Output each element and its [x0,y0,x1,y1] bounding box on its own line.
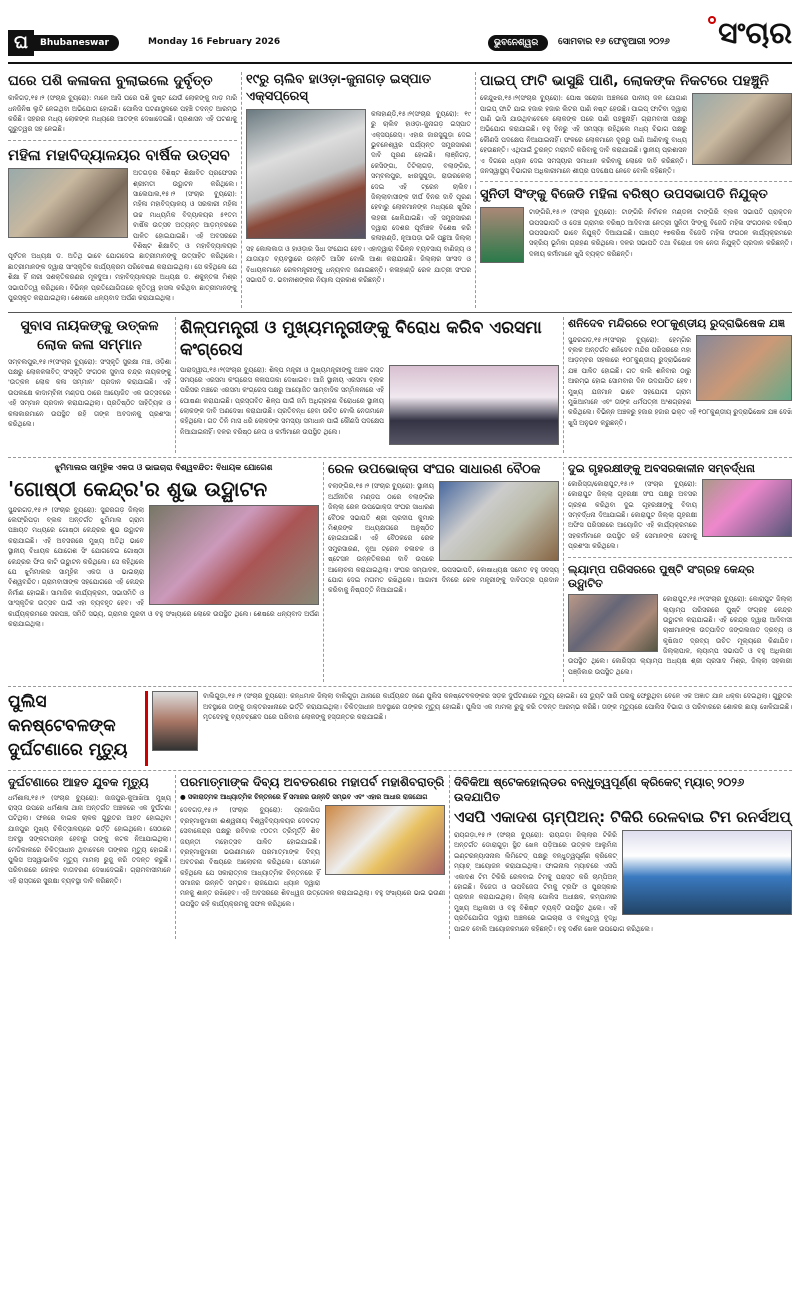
article-body: ଟାଙ୍ଗିରି,୧୫।୨ (ସଂଚାର ବ୍ୟୁରୋ): ଟାଙ୍ଗିରି ନିର୍ବାଚନ ମଣ୍ଡଳୀ ଟାଙ୍ଗିରି ବ୍ଲକ ସଭାପତି ପ୍ରାକ୍ତନ ଉପସଭାପତି ଓ ଡେଞ୍ଚ ଗ୍ରାମର ବରିଷ୍ଠ ଆଦିବାସୀ ନେତ୍ରୀ ସୁନିତୀ ସିଂଙ୍କୁ ବିଜେଡି ମହିଳା ସଂଗଠନର ବରିଷ୍ଠ ଉପସଭାପତି ଭାବେ ନିଯୁକ୍ତି ଦିଆଯାଇଛି। ପଞ୍ଚାୟତ ୧୭କରିଷ ବିଜେଡି ମହିଳା ସଂଗଠନ କାର୍ଯ୍ୟକ୍ରମରେ ସକ୍ରିୟ ଭୂମିକା ଗ୍ରହଣ କରିଥିଲେ। ଦଳର ସଭାପତି ତଥା ବିରୋଧୀ ଦଳ ନେତା ନିଯୁକ୍ତି ପ୍ରଦାନ କରିଛନ୍ତି। ଦଳୀୟ କର୍ମୀମାନେ ଖୁସି ବ୍ୟକ୍ତ କରିଛନ୍ତି। [529,208,792,258]
column-homeguard-lamp [564,462,792,683]
article-body: ସୁନ୍ଦରଗଡ଼,୧୫।୨ (ସଂଚାର ବ୍ୟୁରୋ): ସୁନ୍ଦରଗଡ଼ ଜିଲ୍ଲା ଲେଫ୍ରିପଡ଼ା ବ୍ଲକ ଅନ୍ତର୍ଗତ ଝୁମିମାଲ ଗ୍ରାମ ପଞ୍ଚାୟତ ମଧ୍ୟରେ ଗୋଷ୍ଠୀ କେନ୍ଦ୍ରର ଶୁଭ ଉଦ୍ଘାଟନ କରାଯାଇଛି। ଏହି ଅବସରରେ ମୁଖ୍ୟ ଅତିଥି ଭାବେ ସ୍ଥାନୀୟ ବିଧାୟକ ଯୋଗେଶ ସିଂ ଯୋଗଦେଇ ଗୋଷ୍ଠୀ କେନ୍ଦ୍ରର ଫିତା କାଟି ଉଦ୍ଘାଟନ କରିଥିଲେ। ସେ କହିଥିଲେ ଯେ ଝୁମିମାଲର ସାମୂହିକ ଏକତା ଓ ଭାଇଚାରା ବିଶ୍ୱବନ୍ଦିତ। ଗ୍ରାମବାସୀଙ୍କ ସହଯୋଗରେ ଏହି କେନ୍ଦ୍ର ନିର୍ମାଣ ହୋଇଛି। ସାମାଜିକ କାର୍ଯ୍ୟକ୍ରମ, ସଭାସମିତି ଓ ସାଂସ୍କୃତିକ ଉତ୍ସବ ପାଇଁ ଏହା ବ୍ୟବହୃତ ହେବ। ଏହି କାର୍ଯ୍ୟକ୍ରମରେ ସରପଞ୍ଚ, ସମିତି ସଭ୍ୟ, ଗ୍ରାମର ମୁରବୀ ଓ ବହୁ ସଂଖ୍ୟାରେ ଲୋକେ ଉପସ୍ଥିତ ଥିଲେ। ଶେଷରେ ଧନ୍ୟବାଦ ଅର୍ପଣ କରାଯାଇଥିଲା। [8,505,319,628]
column-rail [324,462,564,683]
article-train [246,72,471,285]
headline: ଶିଳ୍ପମନ୍ତ୍ରୀ ଓ ମୁଖ୍ୟମନ୍ତ୍ରୀଙ୍କୁ ବିରୋଧ କରିବ ଏରସମା କଂଗ୍ରେସ [180,318,542,361]
article-body: ଦେବଗଡ଼,୧୫।୨ (ସଂଚାର ବ୍ୟୁରୋ): ପ୍ରଜାପିତା ବ୍ରହ୍ମାକୁମାରୀ ଈଶ୍ୱରୀୟ ବିଶ୍ୱବିଦ୍ୟାଳୟର ଦେବଗଡ଼ ସେବାକେନ୍ଦ୍ର ପକ୍ଷରୁ ରବିବାର ୯୦ତମ ତ୍ରିମୂର୍ତ୍ତି ଶିବ ଜୟନ୍ତୀ ମହୋତ୍ସବ ପାଳିତ ହୋଇଯାଇଛି। ବ୍ରହ୍ମାକୁମାରୀ ଭଉଣୀମାନେ ପରମାତ୍ମାଙ୍କ ଦିବ୍ୟ ଅବତରଣ ବିଷୟରେ ଆଲୋଚନା କରିଥିଲେ। ସେମାନେ କହିଥିଲେ ଯେ ସକାରାତ୍ମକ ଆଧ୍ୟାତ୍ମିକ ଚିନ୍ତନରେ ହିଁ ସମାଜର ଉନ୍ନତି ସମ୍ଭବ। ରାଜଯୋଗ ଧ୍ୟାନ ଦ୍ୱାରା ମନକୁ ଶାନ୍ତ ରଖିହେବ। ଏହି ଅବସରରେ ଶିବଧ୍ୱଜ ଉତ୍ତୋଳନ କରାଯାଇଥିଲା। ବହୁ ସଂଖ୍ୟାରେ ଭାଇ ଭଉଣୀ ଉପସ୍ଥିତ ରହି କାର୍ଯ୍ୟକ୍ରମକୁ ସଫଳ କରିଥିଲେ। [180,806,445,908]
date-or: ସୋମବାର ୧୬ ଫେବୃଆରୀ ୨୦୨୬ [558,37,670,47]
article-homeguard [568,462,792,552]
headline: ପରମାତ୍ମାଙ୍କ ଦିବ୍ୟ ଅବତରଣର ମହାପର୍ବ ମହାଶିବରାତ୍ରି [180,774,445,789]
kicker: ଦିବିକିଆ ଷ୍ଟେକହୋଲ୍ଡର ବନ୍ଧୁତ୍ୱପୂର୍ଣ୍ଣ କ୍ରିକେଟ୍ ମ୍ୟାଚ୍ ୨୦୨୬ ଉଦଯାପିତ [454,774,745,804]
column-youth [8,775,176,939]
article-body: ସମ୍ବଲପୁର,୧୫।୨(ସଂଚାର ବ୍ୟୁରୋ): ସଂସ୍କୃତି ସୁରକ୍ଷା ମଞ୍ଚ, ଓଡ଼ିଶା ପକ୍ଷରୁ ଲୋକକଳାବିତ୍ ସଂସ୍କୃତି ସଂଗଠକ ସୁବାସ ଚନ୍ଦ୍ର ନାୟକଙ୍କୁ 'ଉତ୍କଳ ଲୋକ କଳା ସମ୍ମାନ' ପ୍ରଦାନ କରାଯାଇଛି। ଏହି ଉପଲକ୍ଷେ କାଦାମ୍ବିନୀ ମଣ୍ଡପ ଠାରେ ଆୟୋଜିତ ଏକ ଉତ୍ସବରେ ଏହି ସମ୍ମାନ ପ୍ରଦାନ କରାଯାଇଥିଲା। ପ୍ରତିଷ୍ଠିତ ସାହିତ୍ୟିକ ଓ କଳାକାରମାନେ ଉପସ୍ଥିତ ରହି ତାଙ୍କ ଅବଦାନକୁ ପ୍ରଶଂସା କରିଥିଲେ। [8,357,171,429]
kicker: ● ସକାରାତ୍ମକ ଆଧ୍ୟାତ୍ମିକ ଚିନ୍ତନରେ ହିଁ ସମାଜର ଉନ୍ନତି ସମ୍ଭବ ଏବଂ ଏହାର ଆଧାର ରାଜଯୋଗ [180,793,428,802]
article-shani [568,317,792,428]
article-body: କେନ୍ଦୁଝର,୧୫।୨(ସଂଚାର ବ୍ୟୁରୋ): ଘୋଷ ସରୋଜା ଅଞ୍ଚଳରେ ପାନୀୟ ଜଳ ଯୋଗାଣ ପାଇପ୍ ଫାଟି ଯାଇ ହଜାର ହଜାର ଲିଟର ପାଣି ନଷ୍ଟ ହେଉଛି। ପାଇପ୍ ଫାଟିବା ଦ୍ୱାରା ପାଣି ଭାସି ଯାଉଥିବାବେଳେ ଲୋକଙ୍କ ଘରେ ପାଣି ପହଞ୍ଚୁନାହିଁ। ଗ୍ରାମବାସୀ ପକ୍ଷରୁ ଅଭିଯୋଗ କରାଯାଇଛି। ବହୁ ଦିନରୁ ଏହି ସମସ୍ୟା ରହିଥିଲେ ମଧ୍ୟ ବିଭାଗ ପକ୍ଷରୁ କୌଣସି ପଦକ୍ଷେପ ନିଆଯାଇନାହିଁ। ଫଳରେ ଲୋକମାନେ ଦୂରରୁ ପାଣି ଆଣିବାକୁ ବାଧ୍ୟ ହେଉଛନ୍ତି। ଏଥିପାଇଁ ତୁରନ୍ତ ମରାମତି କରିବାକୁ ଦାବି କରାଯାଇଛି। ସ୍ଥାନୀୟ ପ୍ରଶାସନ ଏ ଦିଗରେ ଧ୍ୟାନ ଦେଇ ସମସ୍ୟାର ସମାଧାନ କରିବାକୁ ଲୋକେ ଦାବି କରିଛନ୍ତି। ଜନସ୍ୱାସ୍ଥ୍ୟ ବିଭାଗର ଅଧିକାରୀମାନେ ଶୀଘ୍ର ପଦକ୍ଷେପ ନେବେ ବୋଲି କହିଛନ୍ତି। [480,94,687,175]
sunita-photo [480,207,524,263]
column-middle [242,72,476,308]
headline: ଲ୍ୟାମ୍ପ ପରିସରରେ ପୁଷ୍ଟି ସଂଗ୍ରହ କେନ୍ଦ୍ର ଉଦ୍ଘାଟିତ [568,562,755,590]
meeting-photo [439,481,559,561]
article-shivaratri [180,775,445,910]
headline: ସୁବାସ ନାୟକଙ୍କୁ ଉତ୍କଳ ଲୋକ କଳା ସମ୍ମାନ [20,318,159,353]
column-congress [176,317,564,452]
article-lamp [568,557,792,678]
inauguration-photo [149,505,319,605]
yajna-photo [696,335,792,401]
article-police [148,691,792,765]
article-body: ରାୟଗଡ଼ା,୧୫।୨ (ସଂଚାର ବ୍ୟୁରୋ): ରାୟଗଡ଼ା ଜିଲ୍ଲାର ଟିକିରି ଅନ୍ତର୍ଗତ ଡୋରାଗୁଡ଼ା ସ୍ଥିତ ଖେଳ ପଡ଼ିଆରେ ଉତ୍କଳ ଆଲୁମିନା ଇଣ୍ଟରନ୍ୟାସନାଲ ଲିମିଟେଡ୍ ପକ୍ଷରୁ ବନ୍ଧୁତ୍ୱପୂର୍ଣ୍ଣ କ୍ରିକେଟ୍ ମ୍ୟାଚ୍ ଆୟୋଜନ କରାଯାଇଥିଲା। ଫାଇନାଲ ମ୍ୟାଚରେ ଏସପି ଏକାଦଶ ଟିମ ଟିକିରି ରେଳବାଇ ଟିମକୁ ପରାସ୍ତ କରି ଚାମ୍ପିଅନ୍ ହୋଇଛି। ବିଜେତା ଓ ଉପବିଜେତା ଟିମକୁ ଟ୍ରଫି ଓ ପୁରସ୍କାର ପ୍ରଦାନ କରାଯାଇଥିଲା। ଜିଲ୍ଲା ପୋଲିସ ଅଧୀକ୍ଷକ, କମ୍ପାନୀର ମୁଖ୍ୟ ଅଧିକାରୀ ଓ ବହୁ ବିଶିଷ୍ଟ ବ୍ୟକ୍ତି ଉପସ୍ଥିତ ଥିଲେ। ଏହି ପ୍ରତିଯୋଗିତା ଦ୍ୱାରା ଅଞ୍ଚଳରେ ଭାଇଚାରା ଓ ବନ୍ଧୁତ୍ୱ ବୃଦ୍ଧି ପାଇବ ବୋଲି ଆୟୋଜକମାନେ କହିଛନ୍ତି। ବହୁ ଦର୍ଶକ ଖେଳ ଉପଭୋଗ କରିଥିଲେ। [454,831,653,933]
article-youth-accident [8,775,171,886]
headline: ରେଳ ଉପଭୋକ୍ତା ସଂଘର ସାଧାରଣ ବୈଠକ [328,461,541,477]
article-cricket [454,775,792,934]
date-en: Monday 16 February 2026 [148,37,281,47]
kicker: ଝୁମିମାଲର ସାମୂହିକ ଏକତା ଓ ଭାଇଚାରା ବିଶ୍ୱବନ୍ଦିତ: ବିଧାୟକ ଯୋଗେଶ [54,462,273,472]
article-gosthi [8,462,319,630]
headline: ପାଇପ୍ ଫାଟି ଭାସୁଛି ପାଣି, ଲୋକଙ୍କ ନିକଟରେ ପହଞ୍ଚୁନି [480,73,769,89]
row-1 [8,68,792,313]
pipe-photo [692,93,792,165]
logo-dot-icon [708,16,716,24]
column-gosthi [8,462,324,683]
headline: ସୁନିତୀ ସିଂଙ୍କୁ ବିଜେଡି ମହିଳା ବରିଷ୍ଠ ଉପସଭାପତି ନିଯୁକ୍ତ [480,187,768,203]
header-rule [8,62,792,64]
city-en: Bhubaneswar [34,35,119,51]
article-college [8,140,237,304]
headline: ଘରେ ପଶି କଳାକନା ବୁଲାଇଲେ ଦୁର୍ବୃତ୍ତ [8,73,213,89]
column-left [8,72,242,308]
article-body: ବଲାଙ୍ଗିର,୧୫।୨ (ସଂଚାର ବ୍ୟୁରୋ): ସ୍ଥାନୀୟ ଅର୍ଥନୀତିକ ମଣ୍ଡପ ଠାରେ ବଲାଙ୍ଗିର ଜିଲ୍ଲା ରେଳ ଉପଭୋକ୍ତା ସଂଘର ସାଧାରଣ ବୈଠକ ସଭାପତି ଶ୍ରୀ ପ୍ରଦୀପ କୁମାର ମିଶ୍ରଙ୍କ ଅଧ୍ୟକ୍ଷତାରେ ଅନୁଷ୍ଠିତ ହୋଇଯାଇଛି। ଏହି ବୈଠକରେ ରେଳ ସମ୍ପ୍ରସାରଣ, ନୂଆ ଟ୍ରେନ ଚଳାଚଳ ଓ ଷ୍ଟେସନ ଉନ୍ନତିକରଣ ଦାବି ଉପରେ ଆଲୋଚନା କରାଯାଇଥିଲା। ସଂଘର ସମ୍ପାଦକ, ଉପସଭାପତି, କୋଷାଧ୍ୟକ୍ଷ ସମେତ ବହୁ ସଦସ୍ୟ ଯୋଗ ଦେଇ ମତାମତ ରଖିଥିଲେ। ଆଗାମୀ ଦିନରେ ରେଳ ମନ୍ତ୍ରୀଙ୍କୁ ଦାବିପତ୍ର ପ୍ରଦାନ କରିବାକୁ ନିଷ୍ପତ୍ତି ନିଆଯାଇଛି। [328,482,559,595]
article-body: କଳାହାଣ୍ଡି,୧୫।୨(ସଂଚାର ବ୍ୟୁରୋ): ୧୯ ରୁ ଚାଲିବ ହାଓଡ଼ା-ଜୁନାଗଡ଼ ଇସ୍ପାତ ଏକ୍ସପ୍ରେସ୍। ଏହାର ଜାରସୁଗୁଡ଼ା ଦେଇ ଭୁବନେଶ୍ୱର ପର୍ଯ୍ୟନ୍ତ ସମ୍ପ୍ରସାରଣ ଦାବି ପୂରଣ ହୋଇଛି। ଲାଞ୍ଜିଗଡ଼, କେସିଙ୍ଗା, ତିଟିଲାଗଡ଼, ବଲାଙ୍ଗିର, ସମ୍ବଲପୁର, ଝାରସୁଗୁଡ଼ା, ରାଉରକେଲା ଦେଇ ଏହି ଟ୍ରେନ ଚାଲିବ। ଜିଲ୍ଲାବାସୀଙ୍କ ଦୀର୍ଘ ଦିନର ଦାବି ପୂରଣ ହେବାରୁ ଲୋକମାନଙ୍କ ମଧ୍ୟରେ ଖୁସିର ଲହରୀ ଖେଳିଯାଇଛି। ଏହି ସମ୍ପ୍ରସାରଣ ଦ୍ୱାରା ଦେଶର ପୂର୍ବାଞ୍ଚଳ ବିଶେଷ କରି କଳାହାଣ୍ଡି, ନୂଆପଡ଼ା ଭଳି ପଛୁଆ ଜିଲ୍ଲା ସହ କୋଲକାତା ଓ ହାଓଡ଼ାର ସିଧା ସଂଯୋଗ ହେବ। ଏହାଦ୍ୱାରା ବିଭିନ୍ନ ବ୍ୟବସାୟ ବାଣିଜ୍ୟ ଓ ଯାତାୟାତ ବ୍ୟବସ୍ଥାରେ ଉନ୍ନତି ଆସିବ ବୋଲି ଆଶା କରାଯାଉଛି। ଜିଲ୍ଲାର ସାଂସଦ ଓ ବିଧାୟକମାନେ ରେଳମନ୍ତ୍ରୀଙ୍କୁ ଧନ୍ୟବାଦ ଜଣାଇଛନ୍ତି। କଳାହାଣ୍ଡି ରେଳ ଯାତ୍ରୀ ସଂଘର ସଭାପତି ଡ. ଭବାନୀଶଙ୍କର ନିୟାଲ ପ୍ରକାଶ କରିଛନ୍ତି। [246,109,471,285]
row-5 [8,771,792,943]
college-photo [8,168,128,238]
article-rail-meeting [328,462,559,596]
page-letter: ଘ [8,30,34,56]
article-robbery [8,72,237,135]
row-4 [8,687,792,770]
column-right [476,72,792,308]
article-police-body: ବାଲିଗୁଡ଼ା,୧୫।୨ (ସଂଚାର ବ୍ୟୁରୋ): କନ୍ଧମାଳ ଜିଲ୍ଲା ବାଲିଗୁଡ଼ା ଥାନାରେ କାର୍ଯ୍ୟରତ ଜଣେ ପୁଲିସ କନଷ୍ଟେବଳଙ୍କର ସଡ଼କ ଦୁର୍ଘଟଣାରେ ମୃତ୍ୟୁ ହୋଇଛି। ସେ ଡ୍ୟୁଟି ସାରି ଘରକୁ ଫେରୁଥିବା ବେଳେ ଏକ ଅଜ୍ଞାତ ଯାନ ଧକ୍କା ଦେଇଥିଲା। ଗୁରୁତର ଅବସ୍ଥାରେ ତାଙ୍କୁ ଡାକ୍ତରଖାନାରେ ଭର୍ତ୍ତି କରାଯାଇଥିଲା। ଚିକିତ୍ସାଧୀନ ଅବସ୍ଥାରେ ତାଙ୍କର ମୃତ୍ୟୁ ହୋଇଛି। ପୁଲିସ ଏକ ମାମଲା ରୁଜୁ କରି ତଦନ୍ତ ଆରମ୍ଭ କରିଛି। ତାଙ୍କ ମୃତ୍ୟୁରେ ପୋଲିସ ବିଭାଗ ଓ ପରିବାରରେ ଶୋକର ଛାୟା ଖେଳିଯାଇଛି। ମୃତଦେହକୁ ବ୍ୟବଚ୍ଛେଦ ପରେ ପରିବାର ଲୋକଙ୍କୁ ହସ୍ତାନ୍ତର କରାଯାଇଛି। [203,692,792,722]
row-2 [8,313,792,457]
logo-text: ସଂଚାର [718,16,792,51]
cricket-team-photo [622,830,792,915]
column-shivaratri [176,775,450,939]
page-header [8,16,792,60]
shivaratri-photo [325,805,445,875]
article-body: ଅତଗଡ଼ର ବିଶିଷ୍ଟ ଶିକ୍ଷାବିତ ପ୍ରଫେସର ଶ୍ରୀମତୀ ଉଦ୍ଘାଟନ କରିଥିଲେ। ସାଲେପାଲ,୧୫।୨ (ସଂଚାର ବ୍ୟୁରୋ): ମହିଳା ମହାବିଦ୍ୟାଳୟ ଓ ସରକାରୀ ମହିଳା ଉଚ୍ଚ ମାଧ୍ୟମିକ ବିଦ୍ୟାଳୟର ୫୧ତମ ବାର୍ଷିକ ଉତ୍ସବ ଅତ୍ୟନ୍ତ ଆଡ଼ମ୍ବରରେ ପାଳିତ ହୋଇଯାଇଛି। ଏହି ଅବସରରେ ବିଶିଷ୍ଟ ଶିକ୍ଷାବିତ୍ ଓ ମହାବିଦ୍ୟାଳୟର ପୂର୍ବତନ ଅଧ୍ୟକ୍ଷ ଡ. ଅତିଥି ଭାବେ ଯୋଗଦେଇ ଛାତ୍ରୀମାନଙ୍କୁ ଉତ୍ସାହିତ କରିଥିଲେ। ଛାତ୍ରୀମାନଙ୍କ ଦ୍ୱାରା ସାଂସ୍କୃତିକ କାର୍ଯ୍ୟକ୍ରମ ପରିବେଷଣ କରାଯାଇଥିଲା। ସେ କହିଥିଲେ ଯେ ଶିକ୍ଷା ହିଁ ନାରୀ ସଶକ୍ତିକରଣର ମୂଳଦୁଆ। ମହାବିଦ୍ୟାଳୟର ଅଧ୍ୟକ୍ଷ ଡ. ଶକୁନ୍ତଳା ମିଶ୍ର ସଭାପତିତ୍ୱ କରିଥିଲେ। ବିଭିନ୍ନ ପ୍ରତିଯୋଗିତାରେ କୃତିତ୍ୱ ହାସଲ କରିଥିବା ଛାତ୍ରୀମାନଙ୍କୁ ପୁରସ୍କୃତ କରାଯାଇଥିଲା। ଶେଷରେ ଧନ୍ୟବାଦ ଅର୍ପଣ କରାଯାଇଥିଲା। [8,169,237,302]
article-congress [180,317,559,447]
headline: ପୁଲିସ କନଷ୍ଟେବଳଙ୍କ ଦୁର୍ଘଟଣାରେ ମୃତ୍ୟୁ [8,692,128,760]
article-subas [8,317,171,429]
train-photo [246,109,366,239]
homeguard-photo [702,479,792,537]
press-meet-photo [389,365,559,445]
article-sunita [480,181,792,266]
article-body: ଧର୍ମଶାଳା,୧୫।୨ (ସଂଚାର ବ୍ୟୁରୋ): ଜାଜପୁର-କୁଆଖିଆ ମୁଖ୍ୟ ରାସ୍ତା ଉପରେ ଧର୍ମଶାଳା ଥାନା ଅନ୍ତର୍ଗତ ଅଞ୍ଚଳରେ ଏକ ଦୁର୍ଘଟଣା ଘଟିଥିଲା। ଫଳରେ ବାଇକ ଚାଳକ ଗୁରୁତର ଆହତ ହୋଇଥିବା ଯାଜପୁର ମୁଖ୍ୟ ଚିକିତ୍ସାଳୟରେ ଭର୍ତ୍ତି ହୋଇଥିଲେ। ସେଠାରେ ଅବସ୍ଥା ସଙ୍କଟାପନ୍ନ ହେବାରୁ ତାଙ୍କୁ କଟକ ନିଆଯାଇଥିଲା। ମେଡିକାଲରେ ଚିକିତ୍ସାଧୀନ ଥିବାବେଳେ ତାଙ୍କର ମୃତ୍ୟୁ ହୋଇଛି। ପୁଲିସ ଅସ୍ୱାଭାବିକ ମୃତ୍ୟୁ ମାମଲା ରୁଜୁ କରି ତଦନ୍ତ କରୁଛି। ପରିବାରରେ କୋହର ବାତାବରଣ ଦେଖାଦେଇଛି। ଗ୍ରାମବାସୀମାନେ ଏହି ରାସ୍ତାରେ ସୁରକ୍ଷା ବ୍ୟବସ୍ଥା ଦାବି କରିଛନ୍ତି। [8,793,171,885]
headline: ଦୁଇ ଗୃହରକ୍ଷୀଙ୍କୁ ଅବସରକାଳୀନ ସମ୍ବର୍ଦ୍ଧନା [568,461,755,475]
column-subas [8,317,176,452]
article-body: କୋରାପୁଟ,୧୫।୨(ସଂଚାର ବ୍ୟୁରୋ): କୋରାପୁଟ ଜିଲ୍ଲା ଲ୍ୟାମ୍ପ ପରିସରରେ ପୁଷ୍ଟି ସଂଗ୍ରହ କେନ୍ଦ୍ର ଉଦ୍ଘାଟନ କରାଯାଇଛି। ଏହି କେନ୍ଦ୍ର ଦ୍ୱାରା ଆଦିବାସୀ ଚାଷୀମାନଙ୍କ ଉତ୍ପାଦିତ ଜଙ୍ଗଲଜାତ ଦ୍ରବ୍ୟ ଓ କୃଷିଜାତ ଦ୍ରବ୍ୟ ଉଚିତ ମୂଲ୍ୟରେ କିଣାଯିବ। ଜିଲ୍ଲାପାଳ, ଲ୍ୟାମ୍ପ ସଭାପତି ଓ ବହୁ ଅଧିକାରୀ ଉପସ୍ଥିତ ଥିଲେ। କୋରିସ୍ତା ଲ୍ୟାମ୍ପ ଅଧ୍ୟକ୍ଷ ଶ୍ରୀ ପ୍ରସାଦ ମିଶ୍ର, ଜିଲ୍ଲା ସହକାରୀ ପଞ୍ଜିକାର ଉପସ୍ଥିତ ଥିଲେ। [568,595,792,676]
article-body: କାଳିଗଡ଼,୧୫।୨ (ସଂଚାର ବ୍ୟୁରୋ): ମାଳେ ଆସି ଘରେ ପଶି ଦୁଷ୍ଟ ଯେଉଁ ଲୋକଙ୍କୁ ମାଡ଼ ମାରି ଧନଜିନିଷ ଲୁଟି ନେଇଥିବା ଅଭିଯୋଗ ହୋଇଛି। ପୋଲିସ ଘଟଣାସ୍ଥଳରେ ପହଞ୍ଚି ତଦନ୍ତ ଆରମ୍ଭ କରିଛି। ସହରର ମଧ୍ୟ ଲୋକଙ୍କ ମଧ୍ୟରେ ଆତଙ୍କ ଦେଖାଦେଇଛି। ପ୍ରଶାସନ ଏହି ଘଟଣାକୁ ଗୁରୁତ୍ୱର ସହ ନେଇଛି। [8,94,237,134]
headline: ଏସପି ଏକାଦଶ ଚାମ୍ପିଅନ୍: ଟିକିରି ରେଳବାଇ ଟିମ ରନର୍ସଅପ୍ [454,807,791,826]
article-body: ପାରାଦ୍ୱୀପ,୧୫।୨(ସଂଚାର ବ୍ୟୁରୋ): ଶିଳ୍ପ ମନ୍ତ୍ରୀ ଓ ମୁଖ୍ୟମନ୍ତ୍ରୀଙ୍କୁ ଅଞ୍ଚଳ ଗସ୍ତ ସମୟରେ ଏରସମା କଂଗ୍ରେସ କଳାପତାକା ଦେଖାଇବ। ଆଜି ସ୍ଥାନୀୟ ଏରସମା ବ୍ଲକ ପରିସର ମଞ୍ଚରେ ଏରସମା କଂଗ୍ରେସ ପକ୍ଷରୁ ଆୟୋଜିତ ସାମ୍ବାଦିକ ସମ୍ମିଳନୀରେ ଏହି ଘୋଷଣା କରାଯାଇଛି। ପ୍ରସ୍ତାବିତ ଶିଳ୍ପ ପାଇଁ ଜମି ଅଧିଗ୍ରହଣ ବିରୋଧରେ ସ୍ଥାନୀୟ ଲୋକଙ୍କ ଦାବି ଅଣଦେଖା କରାଯାଉଛି। ପ୍ରତିବନ୍ଧ ହେବା ଉଚିତ ବୋଲି ନେତାମାନେ କହିଥିଲେ। ଗତ ତିନି ମାସ ଧରି ଲୋକଙ୍କ ସମସ୍ୟା ସମାଧାନ ପାଇଁ କୌଣସି ପଦକ୍ଷେପ ନିଆଯାଇନାହିଁ। ଦଳର ବରିଷ୍ଠ ନେତା ଓ କର୍ମୀମାନେ ଉପସ୍ଥିତ ଥିଲେ। [180,365,384,436]
headline: ଦୁର୍ଘଟଣାରେ ଆହତ ଯୁବକ ମୃତ୍ୟୁ [8,774,149,789]
article-body: ସୁନ୍ଦରଗଡ଼,୧୫।୨(ସଂଚାର ବ୍ୟୁରୋ): ହେମ୍ଗିର ବ୍ଲକ ଅନ୍ତର୍ଗତ ଶନିଦେବ ମନ୍ଦିର ପରିସରରେ ମହା ଆଡ଼ମ୍ବର ସହକାରେ ୧୦୮କୁଣ୍ଡୀୟ ରୁଦ୍ରାଭିଷେକ ଯଜ୍ଞ ପାଳିତ ହୋଇଛି। ଗତ କାଲି ଶନିବାର ଠାରୁ ଆରମ୍ଭ ହୋଇ ସୋମବାର ଦିନ ଉଦଯାପିତ ହେବ। ମୁଖ୍ୟ ଯଜମାନ ଭାବେ ସହଯୋଗୀ ଗ୍ରାମ ମୁଖିଆମାନେ ଏବଂ ତାଙ୍କ ଧର୍ମପତ୍ନୀ ଅଂଶଗ୍ରହଣ କରିଥିଲେ। ବିଭିନ୍ନ ଅଞ୍ଚଳରୁ ହଜାର ହଜାର ଭକ୍ତ ଏହି ୧୦୮କୁଣ୍ଡୀୟ ରୁଦ୍ରାଭିଷେକ ଯଜ୍ଞ ଦେଖି ଖୁସି ଅନୁଭବ କରୁଛନ୍ତି। [568,335,792,427]
headline: 'ଗୋଷ୍ଠୀ କେନ୍ଦ୍ର'ର ଶୁଭ ଉଦ୍ଘାଟନ [8,476,268,501]
article-body: କୋରିସ୍ତା/କୋରାପୁଟ,୧୫।୨ (ସଂଚାର ବ୍ୟୁରୋ): କୋରାପୁଟ ଜିଲ୍ଲା ଗୃହରକ୍ଷୀ ସଂଘ ପକ୍ଷରୁ ଅବସର ଗ୍ରହଣ କରିଥିବା ଦୁଇ ଗୃହରକ୍ଷୀଙ୍କୁ ବିଦାୟ ସମ୍ବର୍ଦ୍ଧନା ଦିଆଯାଇଛି। କୋରାପୁଟ ଜିଲ୍ଲା ଗୃହରକ୍ଷୀ ଅଫିସ ପରିସରରେ ଆୟୋଜିତ ଏହି କାର୍ଯ୍ୟକ୍ରମରେ ସହକର୍ମୀମାନେ ଉପସ୍ଥିତ ରହି ସେମାନଙ୍କ ସେବାକୁ ପ୍ରଶଂସା କରିଥିଲେ। [568,479,697,551]
lamp-photo [568,594,658,652]
row-3 [8,458,792,688]
constable-photo [152,691,198,751]
article-pipe [480,72,792,176]
article-police-headline [8,691,148,765]
headline: ୧୯ରୁ ଚାଲିବ ହାଓଡ଼ା-ଜୁନାଗଡ଼ ଇସ୍ପାତ ଏକ୍ସପ୍ରେସ୍ [246,72,431,104]
column-cricket [450,775,792,939]
headline: ଶନିଦେବ ମନ୍ଦିରରେ ୧୦୮କୁଣ୍ଡୀୟ ରୁଦ୍ରାଭିଷେକ ଯଜ୍ଞ [568,317,785,331]
headline: ମହିଳା ମହାବିଦ୍ୟାଳୟର ବାର୍ଷିକ ଉତ୍ସବ [8,145,230,164]
newspaper-logo [708,16,792,51]
city-or: ଭୁବନେଶ୍ୱର [488,35,548,51]
column-shani [564,317,792,452]
